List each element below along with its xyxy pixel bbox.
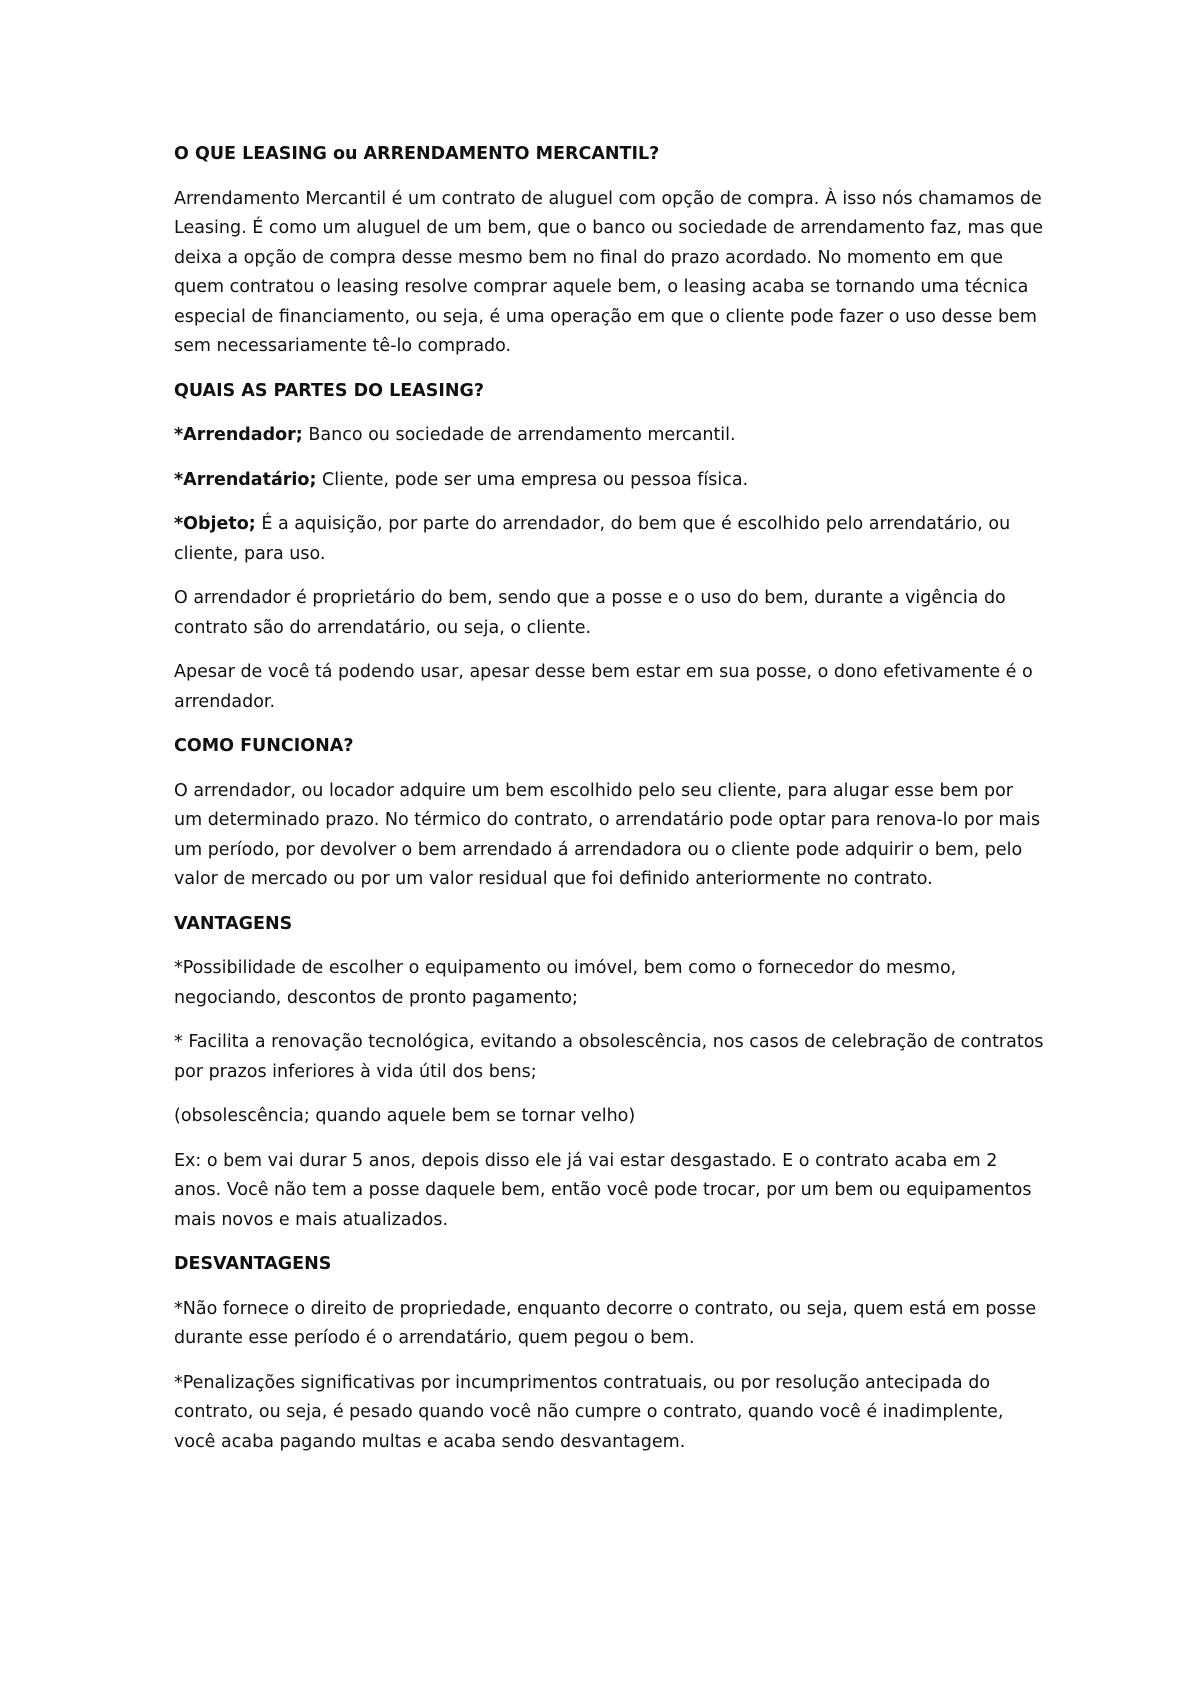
advantages-heading: VANTAGENS	[174, 913, 293, 934]
intro-paragraph: Arrendamento Mercantil é um contrato de aluguel com opção de compra. À isso nós chamamos de Leasing. É como um aluguel de um bem, que o banco ou sociedade de arrendamento faz, mas que deixa a opção de compra desse mesmo bem no final do prazo acordado. No momento em que quem contratou o leasing resolve comprar aquele bem, o leasing acaba se tornando uma técnica especial de financiamento, ou seja, é uma operação em que o cliente pode fazer o uso desse bem sem necessariamente tê-lo comprado.	[174, 188, 1043, 356]
disadvantage-item: *Não fornece o direito de propriedade, enquanto decorre o contrato, ou seja, quem está em posse durante esse período é o arrendatário, quem pegou o bem.	[174, 1298, 1037, 1348]
advantage-example: Ex: o bem vai durar 5 anos, depois disso ele já vai estar desgastado. E o contrato acaba em 2 anos. Você não tem a posse daquele bem, então você pode trocar, por um bem ou equipamentos mais novos e mais atualizados.	[174, 1150, 1032, 1230]
part-text: É a aquisição, por parte do arrendador, do bem que é escolhido pelo arrendatário, ou cliente, para uso.	[174, 514, 1011, 564]
part-term: *Objeto;	[174, 514, 256, 534]
part-item	[174, 466, 1044, 496]
advantage-item: * Facilita a renovação tecnológica, evitando a obsolescência, nos casos de celebração de contratos por prazos inferiores à vida útil dos bens;	[174, 1032, 1044, 1082]
how-paragraph: O arrendador, ou locador adquire um bem escolhido pelo seu cliente, para alugar esse bem por um determinado prazo. No térmico do contrato, o arrendatário pode optar para renova-lo por mais um período, por devolver o bem arrendado á arrendadora ou o cliente pode adquirir o bem, pelo valor de mercado ou por um valor residual que foi definido anteriormente no contrato.	[174, 780, 1041, 889]
advantage-item: *Possibilidade de escolher o equipamento ou imóvel, bem como o fornecedor do mesmo, negociando, descontos de pronto pagamento;	[174, 958, 957, 1008]
part-text: Banco ou sociedade de arrendamento mercantil.	[302, 425, 736, 445]
document-page	[174, 140, 1044, 1472]
document-title: O QUE LEASING ou ARRENDAMENTO MERCANTIL?	[174, 144, 660, 164]
part-term: *Arrendatário;	[174, 469, 317, 490]
part-term: *Arrendador;	[174, 425, 303, 445]
part-item	[174, 510, 1044, 569]
disadvantages-heading: DESVANTAGENS	[174, 1254, 332, 1274]
part-item	[174, 421, 1044, 451]
ownership-paragraph: O arrendador é proprietário do bem, sendo que a posse e o uso do bem, durante a vigência do contrato são do arrendatário, ou seja, o cliente.	[174, 588, 1006, 638]
disadvantage-item: *Penalizações significativas por incumprimentos contratuais, ou por resolução antecipada do contrato, ou seja, é pesado quando você não cumpre o contrato, quando você é inadimplente, você acaba pagando multas e acaba sendo desvantagem.	[174, 1372, 1004, 1452]
part-text: Cliente, pode ser uma empresa ou pessoa física.	[316, 469, 749, 490]
how-heading: COMO FUNCIONA?	[174, 736, 354, 756]
parts-heading: QUAIS AS PARTES DO LEASING?	[174, 380, 485, 401]
ownership-note: Apesar de você tá podendo usar, apesar desse bem estar em sua posse, o dono efetivamente é o arrendador.	[174, 662, 1033, 712]
advantage-note: (obsolescência; quando aquele bem se tornar velho)	[174, 1106, 636, 1126]
